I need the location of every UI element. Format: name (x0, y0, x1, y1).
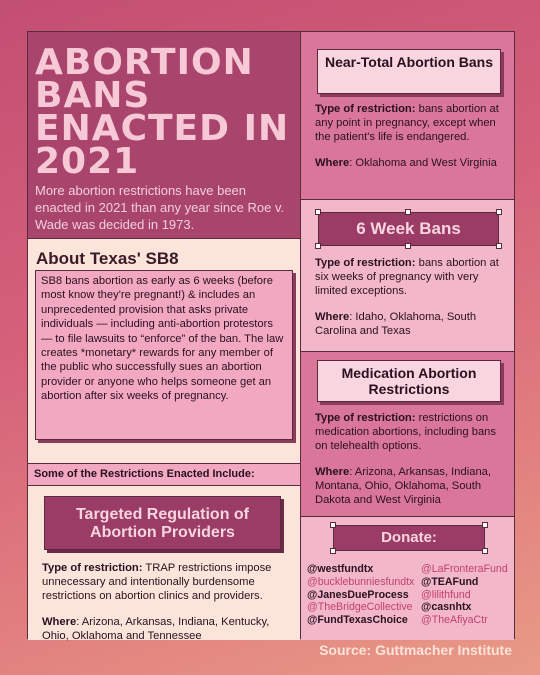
near-total-body (315, 102, 505, 182)
donate-handle[interactable]: @TheBridgeCollective (307, 601, 413, 614)
near-total-title: Near-Total Abortion Bans (317, 49, 501, 94)
trap-title: Targeted Regulation of Abortion Providers (44, 496, 281, 550)
near-total-where: Where: Oklahoma and West Virginia (315, 157, 497, 169)
selection-handle (330, 522, 336, 528)
selection-handle (496, 243, 502, 249)
hero-subtitle: More abortion restrictions have been enacted in 2021 than any year since Roe v. Wade was decided in 1973. (35, 183, 285, 232)
donate-title: Donate: (333, 525, 485, 551)
six-week-panel (301, 200, 514, 352)
donate-list-left (307, 563, 422, 627)
trap-body (42, 561, 292, 655)
six-week-type: Type of restriction: bans abortion at six weeks of pregnancy with very limited exceptions. (315, 257, 499, 297)
near-total-type: Type of restriction: bans abortion at any point in pregnancy, except when the patient's life is endangered. (315, 103, 499, 143)
donate-handle[interactable]: @lilithfund (421, 588, 471, 601)
selection-handle (496, 209, 502, 215)
source-credit: Source: Guttmacher Institute (319, 642, 512, 658)
about-sb8-panel (28, 239, 300, 464)
donate-list-right (421, 563, 516, 627)
donate-handle[interactable]: @TEAFund (421, 575, 479, 588)
donate-handle[interactable]: @JanesDueProcess (307, 588, 409, 601)
page-title: ABORTION BANS ENACTED IN 2021 (35, 42, 290, 182)
selection-handle (315, 209, 321, 215)
near-total-panel (301, 32, 514, 200)
trap-type: Type of restriction: TRAP restrictions impose unnecessary and intentionally burdensome restrictions on abortion clinics and providers. (42, 562, 272, 602)
donate-handle[interactable]: @westfundtx (307, 563, 374, 575)
medication-panel (301, 352, 514, 517)
trap-where: Where: Arizona, Arkansas, Indiana, Kentucky, Ohio, Oklahoma and Tennessee (42, 616, 270, 642)
donate-handle[interactable]: @FundTexasChoice (307, 614, 408, 627)
about-title: About Texas' SB8 (36, 249, 179, 268)
donate-handle[interactable]: @casnhtx (421, 601, 472, 614)
medication-type: Type of restriction: restrictions on medication abortions, including bans on telehealth options. (315, 412, 496, 452)
about-body: SB8 bans abortion as early as 6 weeks (before most know they're pregnant!) & includes an unprecedented provision that asks private individuals — including anti-abortion protestors — to file lawsuits to “enforce” of the ban. The law creates *monetary* rewards for any member of the public who successfully sues an abortion provider or anyone who helps someone get an abortion after six weeks of pregnancy. (35, 270, 293, 440)
trap-panel (28, 486, 300, 640)
hero-panel (28, 32, 300, 239)
medication-body (315, 411, 505, 519)
donate-panel (301, 517, 514, 640)
donate-handle[interactable]: @bucklebunniesfundtx (307, 575, 415, 588)
restrictions-intro-bar: Some of the Restrictions Enacted Include: (28, 464, 300, 486)
infographic-frame (27, 31, 515, 642)
six-week-title: 6 Week Bans (318, 212, 499, 246)
six-week-body (315, 256, 505, 350)
selection-handle (482, 522, 488, 528)
selection-handle (405, 243, 411, 249)
left-column (28, 32, 300, 642)
medication-where: Where: Arizona, Arkansas, Indiana, Montana, Ohio, Oklahoma, South Dakota and West Virginia (315, 466, 491, 506)
donate-handle[interactable]: @TheAfiyaCtr (421, 614, 488, 627)
selection-handle (315, 243, 321, 249)
medication-title: Medication Abortion Restrictions (317, 360, 501, 402)
selection-handle (330, 548, 336, 554)
selection-handle (482, 548, 488, 554)
donate-handle[interactable]: @LaFronteraFund (421, 563, 508, 575)
right-column (300, 32, 513, 638)
selection-handle (405, 209, 411, 215)
six-week-where: Where: Idaho, Oklahoma, South Carolina and Texas (315, 311, 477, 337)
